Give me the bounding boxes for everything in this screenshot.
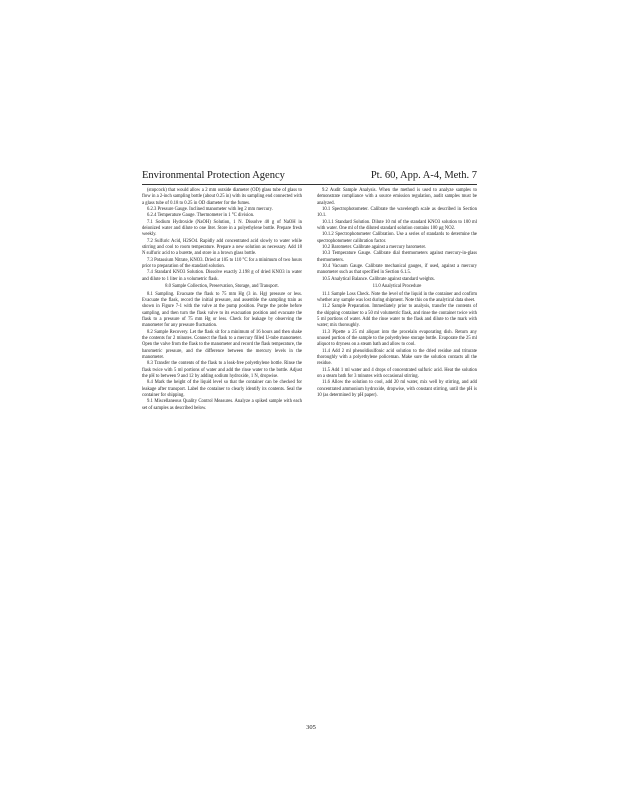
- paragraph: 8.4 Mark the height of the liquid level so that the container can be checked for leakage after transport. Label the container to clearly identify its contents. Seal the container for shipping.: [142, 380, 302, 398]
- paragraph: 8.2 Sample Recovery. Let the flask sit for a minimum of 16 hours and then shake the contents for 2 minutes. Connect the flask to a mercury filled U-tube manometer. Open the valve from the flask to the manometer and record the flask temperature, the barometric pressure, and the difference between the mercury levels in the manometer.: [142, 329, 302, 360]
- paragraph: 11.4 Add 2 ml phenoldisulfonic acid solution to the dried residue and triturate thoroughly with a polyethylene policeman. Make sure the solution contacts all the residue.: [317, 348, 477, 367]
- paragraph: 11.5 Add 1 ml water and 4 drops of concentrated sulfuric acid. Heat the solution on a steam bath for 3 minutes with occasional stirring.: [317, 367, 477, 379]
- paragraph: (stopcock) that would allow a 2 mm outside diameter (OD) glass tube of glass to flow in a 2-inch sampling bottle (about 0.25 in) with its sampling end connected with a glass tube of 0.18 to 0.25 in OD diameter for the fumes.: [142, 188, 302, 206]
- paragraph: 10.5 Analytical Balance. Calibrate against standard weights.: [322, 276, 435, 282]
- right-column: [317, 188, 477, 399]
- paragraph: 6.2.4 Temperature Gauge. Thermometer in 1 °C division.: [147, 213, 255, 219]
- paragraph: 8.1 Sampling. Evacuate the flask to 75 mm Hg (3 in. Hg) pressure or less. Evacuate the flask, record the initial pressure, and assemble the sampling train as shown in Figure 7-1 with the valve at the pump position. Purge the probe before sampling, and then turn the flask valve to its evacuation position and evacuate the flask to a pressure of 75 mm Hg or less. Check for leakage by observing the manometer for any pressure fluctuation.: [142, 291, 302, 329]
- left-column: [142, 188, 302, 412]
- section-citation: Pt. 60, App. A-4, Meth. 7: [370, 170, 477, 181]
- paragraph: 11.6 Allow the solution to cool, add 20 ml water, mix well by stirring, and add concentrated ammonium hydroxide, dropwise, with constant stirring, until the pH is 10 (as determined by pH paper).: [317, 380, 477, 398]
- paragraph: 11.1 Sample Loss Check. Note the level of the liquid in the container and confirm whether any sample was lost during shipment. Note this on the analytical data sheet.: [317, 291, 477, 303]
- page-number: 305: [306, 724, 316, 731]
- paragraph: 10.2 Barometer. Calibrate against a mercury barometer.: [322, 245, 426, 251]
- paragraph: 10.1.2 Spectrophotometer Calibration. Use a series of standards to determine the spectrophotometer calibration factor.: [317, 232, 477, 244]
- paragraph: 7.3 Potassium Nitrate, KNO3. Dried at 105 to 110 °C for a minimum of two hours prior to preparation of the standard solution.: [142, 257, 302, 270]
- paragraph: 7.2 Sulfuric Acid, H2SO4. Rapidly add concentrated acid slowly to water while stirring and cool to room temperature. Prepare a new solution as necessary. Add 18 N sulfuric acid to a burette, and store in a brown glass bottle.: [142, 238, 302, 257]
- paragraph: 11.3 Pipette a 25 ml aliquot into the procelain evaporating dish. Return any unused portion of the sample to the polyethylene storage bottle. Evaporate the 25 ml aliquot to dryness on a steam bath and allow to cool.: [317, 329, 477, 348]
- paragraph: 9.2 Audit Sample Analysis. When the method is used to analyze samples to demonstrate compliance with a source emission regulation, audit samples must be analyzed.: [317, 188, 477, 206]
- header-rule: [142, 184, 477, 185]
- paragraph: 10.4 Vacuum Gauge. Calibrate mechanical gauges, if used, against a mercury manometer such as that specified in Section 6.1.5.: [317, 264, 477, 276]
- paragraph: 10.3 Temperature Gauge. Calibrate dial thermometers against mercury-in-glass thermometers.: [317, 251, 477, 263]
- section-heading: 8.0 Sample Collection, Preservation, Storage, and Transport.: [165, 284, 279, 290]
- paragraph: 7.4 Standard KNO3 Solution. Dissolve exactly 2.198 g of dried KNO3 in water and dilute to 1 liter in a volumetric flask.: [142, 270, 302, 282]
- paragraph: 10.1 Spectrophotometer. Calibrate the wavelength scale as described in Section 10.1.: [317, 207, 477, 219]
- section-heading: 11.0 Analytical Procedure: [372, 284, 422, 290]
- paragraph: 9.1 Miscellaneous Quality Control Measures. Analyze a spiked sample with each set of samples as described below.: [142, 399, 302, 411]
- paragraph: 6.2.3 Pressure Gauge. Inclined manometer with leg 2 mm mercury.: [147, 207, 273, 213]
- paragraph: 10.1.1 Standard Solution. Dilute 10 ml of the standard KNO3 solution to 100 ml with water. One ml of the diluted standard solution contains 100 µg NO2.: [317, 219, 477, 232]
- paragraph: 11.2 Sample Preparation. Immediately prior to analysis, transfer the contents of the shipping container to a 50 ml volumetric flask, and rinse the container twice with 5 ml portions of water. Add the rinse water to the flask and dilute to the mark with water; mix thoroughly.: [317, 304, 477, 329]
- paragraph: 8.3 Transfer the contents of the flask to a leak-free polyethylene bottle. Rinse the flask twice with 5 ml portions of water and add the rinse water to the bottle. Adjust the pH to between 9 and 12 by adding sodium hydroxide, 1 N, dropwise.: [142, 361, 302, 379]
- paragraph: 7.1 Sodium Hydroxide (NaOH) Solution, 1 N. Dissolve 40 g of NaOH in deionized water and dilute to one liter. Store in a polyethylene bottle. Prepare fresh weekly.: [142, 219, 302, 238]
- agency-name: Environmental Protection Agency: [142, 170, 285, 181]
- running-header: [142, 169, 477, 183]
